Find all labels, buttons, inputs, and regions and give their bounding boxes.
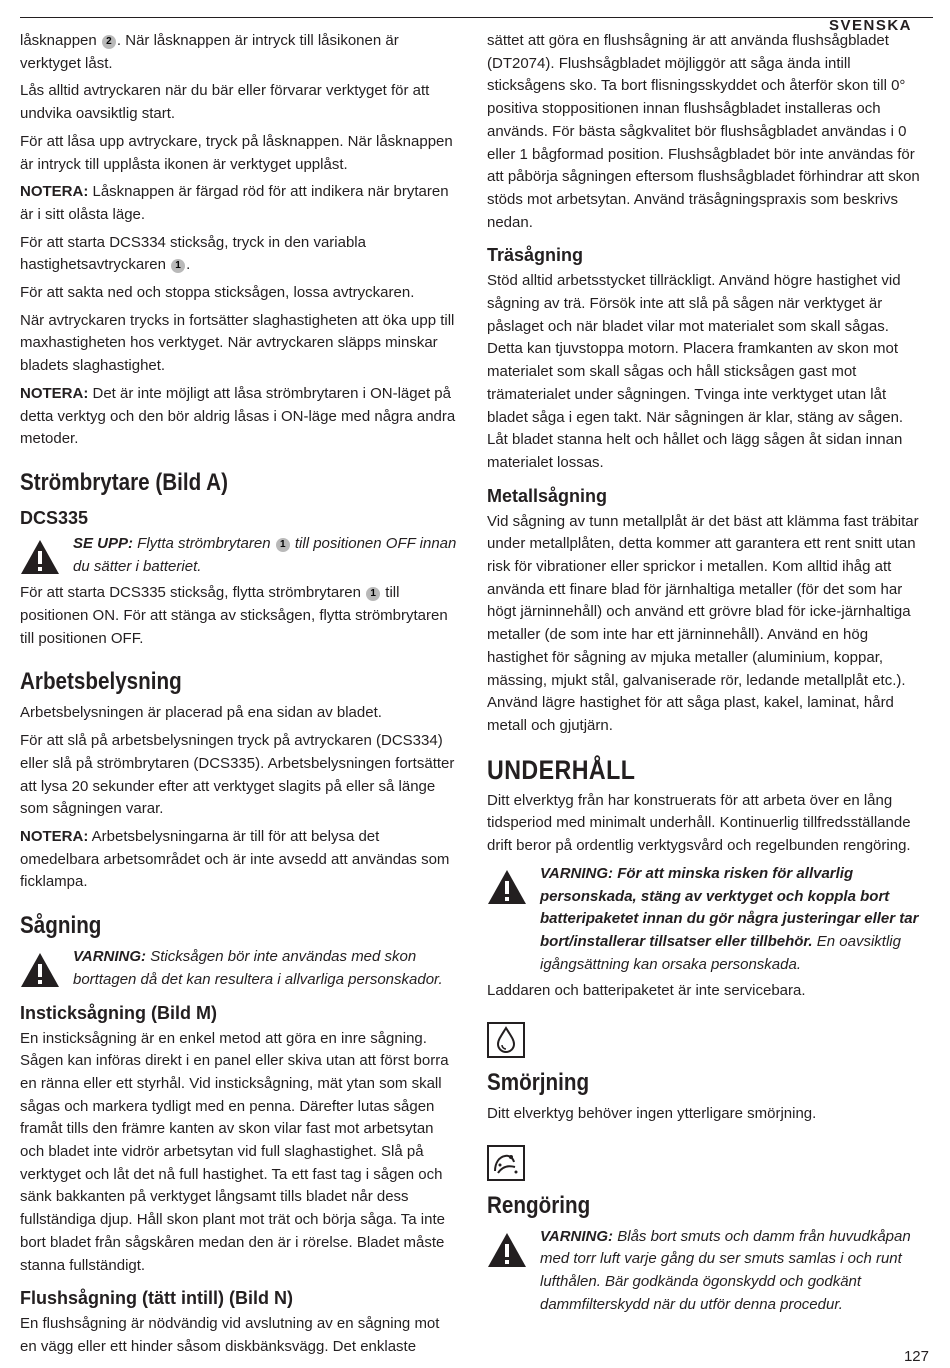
callout-number: 1 [366,587,380,601]
note [20,383,460,451]
warning-triangle-icon [20,539,60,575]
warning-block [20,946,460,991]
subheading-flush: Flushsågning (tätt intill) (Bild N) [20,1288,293,1309]
text: För att starta DCS334 sticksåg, tryck in den variabla hastighetsavtryckaren [20,233,366,274]
warning-block [487,863,922,977]
lubrication-oil-drop-icon [487,1022,525,1058]
section-heading-lubrication: Smörjning [487,1069,590,1097]
subheading-metal: Metallsågning [487,485,608,506]
note-text: Arbetsbelysningarna är till för att belysa det omedelbara arbetsområdet och är inte avsedd att användas som ficklampa. [20,827,450,891]
text: Flytta strömbrytaren [133,534,275,552]
text: till positionen ON. För att stänga av sticksågen, flytta strömbrytaren till positionen OFF. [20,584,448,647]
text: . När låsknappen är intryck till låsikonen är verktyget låst. [20,32,399,72]
section-heading-light: Arbetsbelysning [20,668,182,696]
paragraph: En flushsågning är nödvändig vid avslutning av en sågning mot en vägg eller ett hinder såsom diskbänksvägg. Det enklaste [20,1315,440,1355]
warning-label: VARNING: [540,1227,614,1245]
cleaning-hands-icon [487,1145,525,1181]
warning-triangle-icon [20,952,60,988]
language-label: SVENSKA [828,17,912,34]
subheading-plunge: Insticksågning (Bild M) [20,1002,218,1023]
paragraph [20,582,460,650]
paragraph: Arbetsbelysningen är placerad på ena sidan av bladet. [20,704,382,722]
note-text: Låsknappen är färgad röd för att indikera när brytaren är i sitt olåsta läge. [20,183,449,223]
paragraph: Ditt elverktyg från har konstruerats för att arbeta över en lång tidsperiod med minimalt underhåll. Kontinuerlig tillfredsställande drift beror på ordentlig verktygsvård och regelbunden rengöring. [487,791,911,855]
caution-label: SE UPP: [73,534,134,552]
note [20,826,460,894]
callout-number: 1 [276,538,290,552]
subheading-dcs335: DCS335 [20,507,89,528]
warning-triangle-icon [487,1232,527,1268]
note-text: Det är inte möjligt att låsa strömbrytaren i ON-läget på detta verktyg och den bör aldrig låsas i ON-läge med några andra metoder. [20,384,456,448]
callout-number: 1 [171,259,185,273]
text: . [186,256,191,274]
warning-block [487,1226,922,1317]
paragraph: sättet att göra en flushsågning är att använda flushsågbladet (DT2074). Flushsågbladet möjliggör att såga ända intill sticksågens sko. Ta bort flisningsskyddet och återför skon till 0° positiva stoppositionen innan flushsågbladet installeras och används. För bästa sågkvalitet bör flushsågbladet användas i 0 eller 1 bågformad position. Flushsågbladet bör inte användas för att påbörja sågningen eftersom flushsågbladet förhindrar att skon stöds mot arbetsytan. Använd träsågningspraxis som beskrivs nedan. [487,32,920,231]
paragraph: Vid sågning av tunn metallplåt är det bäst att klämma fast träbitar under metallplåten, detta kommer att garantera ett rent snitt utan risk för vibrationer eller sprickor i metallen. Kom alltid ihåg att använda ett finare blad för järnhaltiga metaller (för det som har högt järninnehåll) och använd ett grövre blad för icke-järnhaltiga metaller (de som inte har ett järninnehåll). Använd en hög hastighet för sågning av mjuka metaller (aluminium, koppar, mässing, mjukt stål, galvaniserade rör, ledande metallplåt etc.). Använd lägre hastighet för att såga plast, kakel, laminat, hård metall och gjutjärn. [487,512,919,734]
section-heading-maintenance: UNDERHÅLL [487,754,636,785]
note-label: NOTERA: [20,183,89,201]
text: till positionen OFF innan du sätter i batteriet. [73,534,457,575]
paragraph: Stöd alltid arbetsstycket tillräckligt. Använd högre hastighet vid sågning av trä. Försök inte att slå på sågen när verktyget är påslaget och när bladet vilar mot materialet som skall sågas. Detta kan tjuvstoppa motorn. Placera framkanten av skon mot materialet som skall sågas och håll sticksågen gast mot trämaterialet under sågningen. Tvinga inte verktyget utan låt bladet såga i egen takt. När sågningen är klar, stäng av sågen. Låt bladet stanna helt och hållet och lägg sågen åt sidan innan materialet lossas. [487,272,904,471]
paragraph: En insticksågning är en enkel metod att göra en inre sågning. Sågen kan införas direkt i en panel eller skiva utan att först borra en ränna eller ett styrhål. Vid insticksågning, mät ytan som skall sågas och markera tydligt med en penna. Därefter lutas sågen framåt tills den främre kanten av skon vilar fast mot arbetsytan och bladet inte vidrör arbetsytan vid full slaghastighet. Slå på verktyget och låt det nå full hastighet. Ta ett fast tag i sågen och sänk bakkanten på verktyget långsamt tills bladet når dess fullständiga djup. Håll skon plant mot trät och börja såga. Ta inte bort bladet från sågskåren medan den är i rörelse. Bladet måste stanna fullständigt. [20,1029,449,1274]
paragraph: Ditt elverktyg behöver ingen ytterligare smörjning. [487,1105,817,1123]
paragraph: Lås alltid avtryckaren när du bär eller förvarar verktyget för att undvika oavsiktlig start. [20,82,430,123]
warning-text [540,863,922,977]
subheading-wood: Träsågning [487,245,584,266]
paragraph [20,30,460,75]
paragraph: Laddaren och batteripaketet är inte servicebara. [487,982,806,1000]
paragraph [20,232,460,277]
header-rule [20,17,933,34]
paragraph: När avtryckaren trycks in fortsätter slaghastigheten att öka upp till maxhastigheten hos verktyget. När avtryckaren släpps minskar bladets slaghastighet. [20,311,455,375]
warning-triangle-icon [487,869,527,905]
left-column [20,30,460,1364]
caution-block [20,533,460,578]
section-heading-cleaning: Rengöring [487,1191,591,1219]
section-heading-sawing: Sågning [20,912,102,940]
callout-number: 2 [102,35,116,49]
warning-text [73,946,460,991]
text: För att starta DCS335 sticksåg, flytta strömbrytaren [20,584,366,602]
warning-label: VARNING: För att minska risken för allvarlig personskada, stäng av verktyget och koppla bort batteripaketet innan du gör några justeringar eller tar bort/installerar tillsatser eller tillbehör. [540,864,919,950]
text: Blås bort smuts och damm från huvudkåpan med torr luft varje gång du ser smuts samlas i och runt lufthålen. Bär godkända ögonskydd och godkänt dammfilterskydd när du utför denna procedur. [540,1227,911,1313]
paragraph: För att sakta ned och stoppa sticksågen, lossa avtryckaren. [20,284,415,302]
note-label: NOTERA: [20,827,89,845]
text: låsknappen [20,32,101,49]
right-column [487,30,922,1321]
text: En oavsiktlig igångsättning kan orsaka personskada. [540,932,901,973]
section-heading-switch: Strömbrytare (Bild A) [20,468,228,496]
caution-text [73,533,460,578]
note-label: NOTERA: [20,384,89,402]
warning-label: VARNING: [73,948,147,966]
warning-text [540,1226,922,1317]
text: Sticksågen bör inte användas med skon borttagen då det kan resultera i allvarliga personskador. [73,948,443,988]
page-number: 127 [903,1348,929,1365]
paragraph: För att slå på arbetsbelysningen tryck på avtryckaren (DCS334) eller slå på strömbrytaren (DCS335). Arbetsbelysningen fortsätter att lysa 20 sekunder efter att verktyget slagits på eller så länge som sågningen varar. [20,732,455,818]
note [20,181,460,226]
paragraph: För att låsa upp avtryckare, tryck på låsknappen. När låsknappen är intryck till upplåsta ikonen är verktyget upplåst. [20,132,453,173]
